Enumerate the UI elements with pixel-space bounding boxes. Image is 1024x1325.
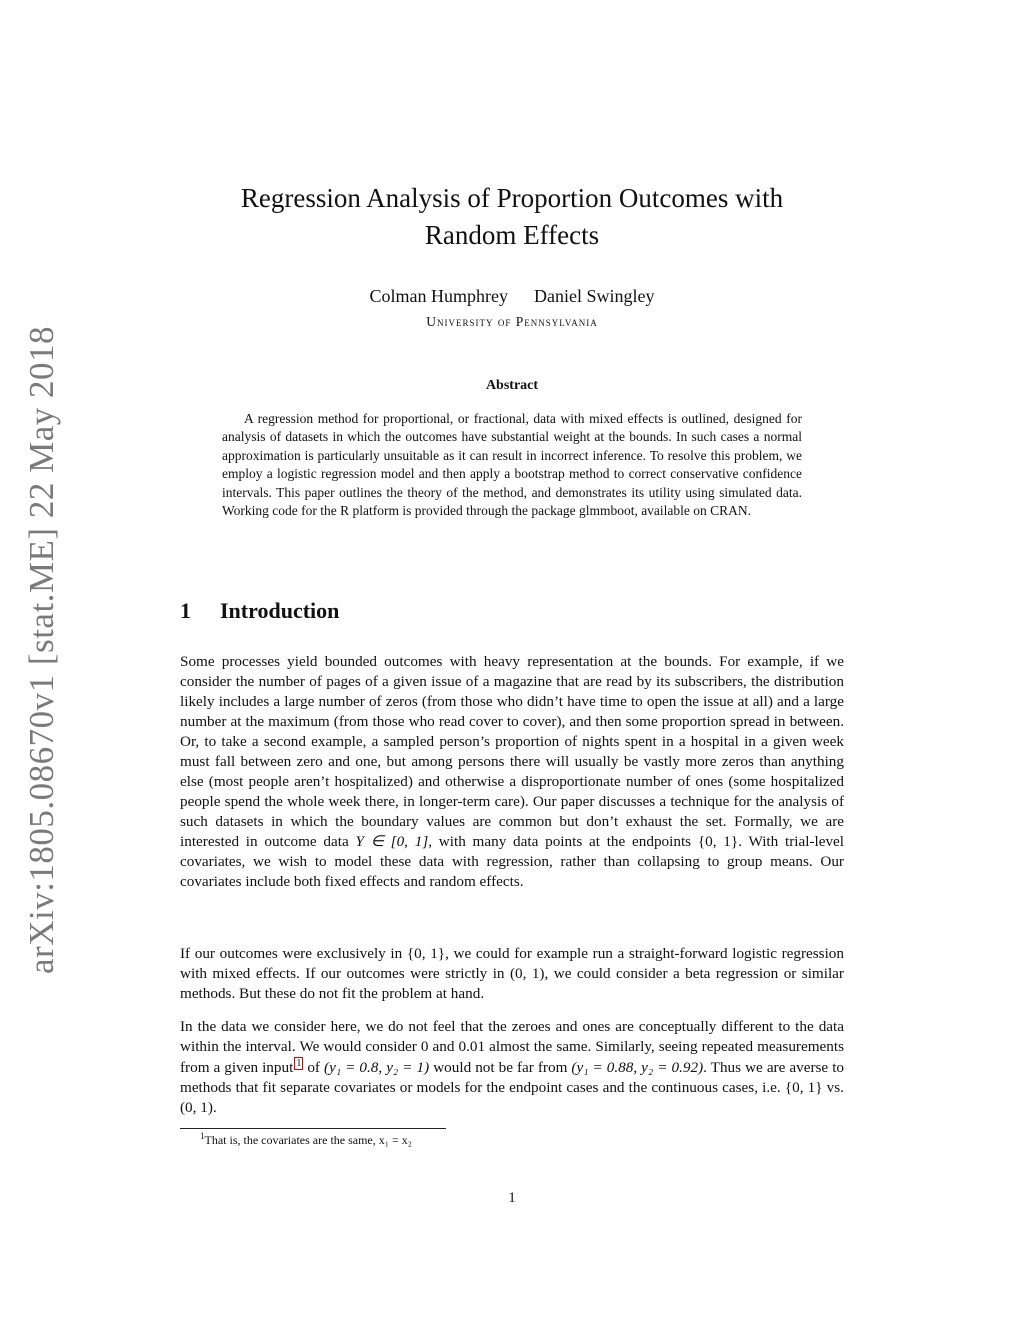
intro-paragraph-3 (180, 1017, 844, 1118)
intro-paragraph-1 (180, 652, 844, 892)
paragraph-text: . Thus we are averse to methods that fit separate covariates or models for the endpoint cases and the continuous cases, i.e. (180, 1059, 845, 1097)
abstract-text: A regression method for proportional, or fractional, data with mixed effects is outlined, designed for analysis of datasets in which the outcomes have substantial weight at the bounds. In such cases a normal approximation is particularly unsuitable as it can result in incorrect inference. To resolve this problem, we employ a logistic regression model and then apply a bootstrap method to correct conservative confidence intervals. This paper outlines the theory of the method, and demonstrates its utility using simulated data. Working code for the R platform is provided through the package glmmboot, available on CRAN. (222, 411, 802, 519)
page-number: 1 (508, 1190, 516, 1206)
footnote-marker: 1 (200, 1131, 205, 1141)
footnote-text: That is, the covariates are the same, x₁ = x₂ (204, 1133, 412, 1147)
section-number: 1 (180, 598, 191, 623)
paper-title (180, 180, 844, 254)
paragraph-text: , we could for example run a straight-forward logistic regression with mixed effects. If our outcomes were strictly in (180, 945, 844, 982)
author-list (180, 286, 844, 307)
paragraph-text: , we could consider a beta regression or similar methods. But these do not fit the problem at hand. (180, 965, 844, 1002)
inline-math: (0, 1) (509, 965, 545, 982)
section-title: Introduction (220, 598, 340, 623)
paragraph-text: In the data we consider here, we do not feel that the zeroes and ones are conceptually different to the data within the interval. We would consider 0 and 0.01 almost the same. Similarly, seeing repeated measurements from a given input (180, 1018, 844, 1077)
inline-math: {0, 1} (406, 945, 446, 962)
author-name: Colman Humphrey (369, 286, 508, 306)
footnote-link[interactable]: 1 (296, 1058, 302, 1069)
title-line-2: Random Effects (424, 220, 600, 250)
inline-math: Y ∈ [0, 1] (355, 833, 429, 850)
abstract-heading: Abstract (485, 378, 539, 393)
paragraph-text: of (303, 1059, 325, 1077)
arxiv-identifier: arXiv:1805.08670v1 [stat.ME] 22 May 2018 (22, 326, 61, 974)
paragraph-text: would not be far from (429, 1059, 572, 1077)
section-heading (180, 598, 339, 624)
inline-math: {0, 1} (697, 833, 739, 850)
inline-math: {0, 1} vs. (0, 1) (180, 1079, 844, 1117)
footnote-divider (180, 1128, 446, 1129)
paragraph-text: Some processes yield bounded outcomes with heavy representation at the bounds. For example, if we consider the number of pages of a given issue of a magazine that are read by its subscribers, the distribution likely includes a large number of zeros (from those who didn’t have time to open the issue at all) and a large number at the maximum (from those who read cover to cover), and then some proportion spread in between. Or, to take a second example, a sampled person’s proportion of nights spent in a hospital in a given week must fall between zero and one, but among persons there will usually be vastly more zeros than anything else (most people aren’t hospitalized) and otherwise a disproportionate number of ones (some hospitalized people spend the whole week there, in longer-term care). Our paper discusses a technique for the analysis of such datasets in which the boundary values are common but don’t exhaust the set. Formally, we are interested in outcome data (180, 653, 844, 850)
inline-math: (y₁ = 0.88, y₂ = 0.92) (571, 1059, 704, 1077)
footnote (180, 1131, 844, 1148)
inline-math: (y₁ = 0.8, y₂ = 1) (324, 1059, 430, 1077)
paragraph-text: , with many data points at the endpoints (428, 833, 698, 850)
title-line-1: Regression Analysis of Proportion Outcomes with (240, 183, 784, 213)
author-name: Daniel Swingley (534, 286, 655, 306)
intro-paragraph-2 (180, 944, 844, 1004)
affiliation: University of Pennsylvania (426, 314, 598, 329)
paragraph-text: . With trial-level covariates, we wish to model these data with regression, rather than collapsing to group means. Our covariates include both fixed effects and random effects. (180, 833, 845, 890)
paragraph-text: . (212, 1099, 217, 1117)
paragraph-text: If our outcomes were exclusively in (180, 945, 407, 962)
